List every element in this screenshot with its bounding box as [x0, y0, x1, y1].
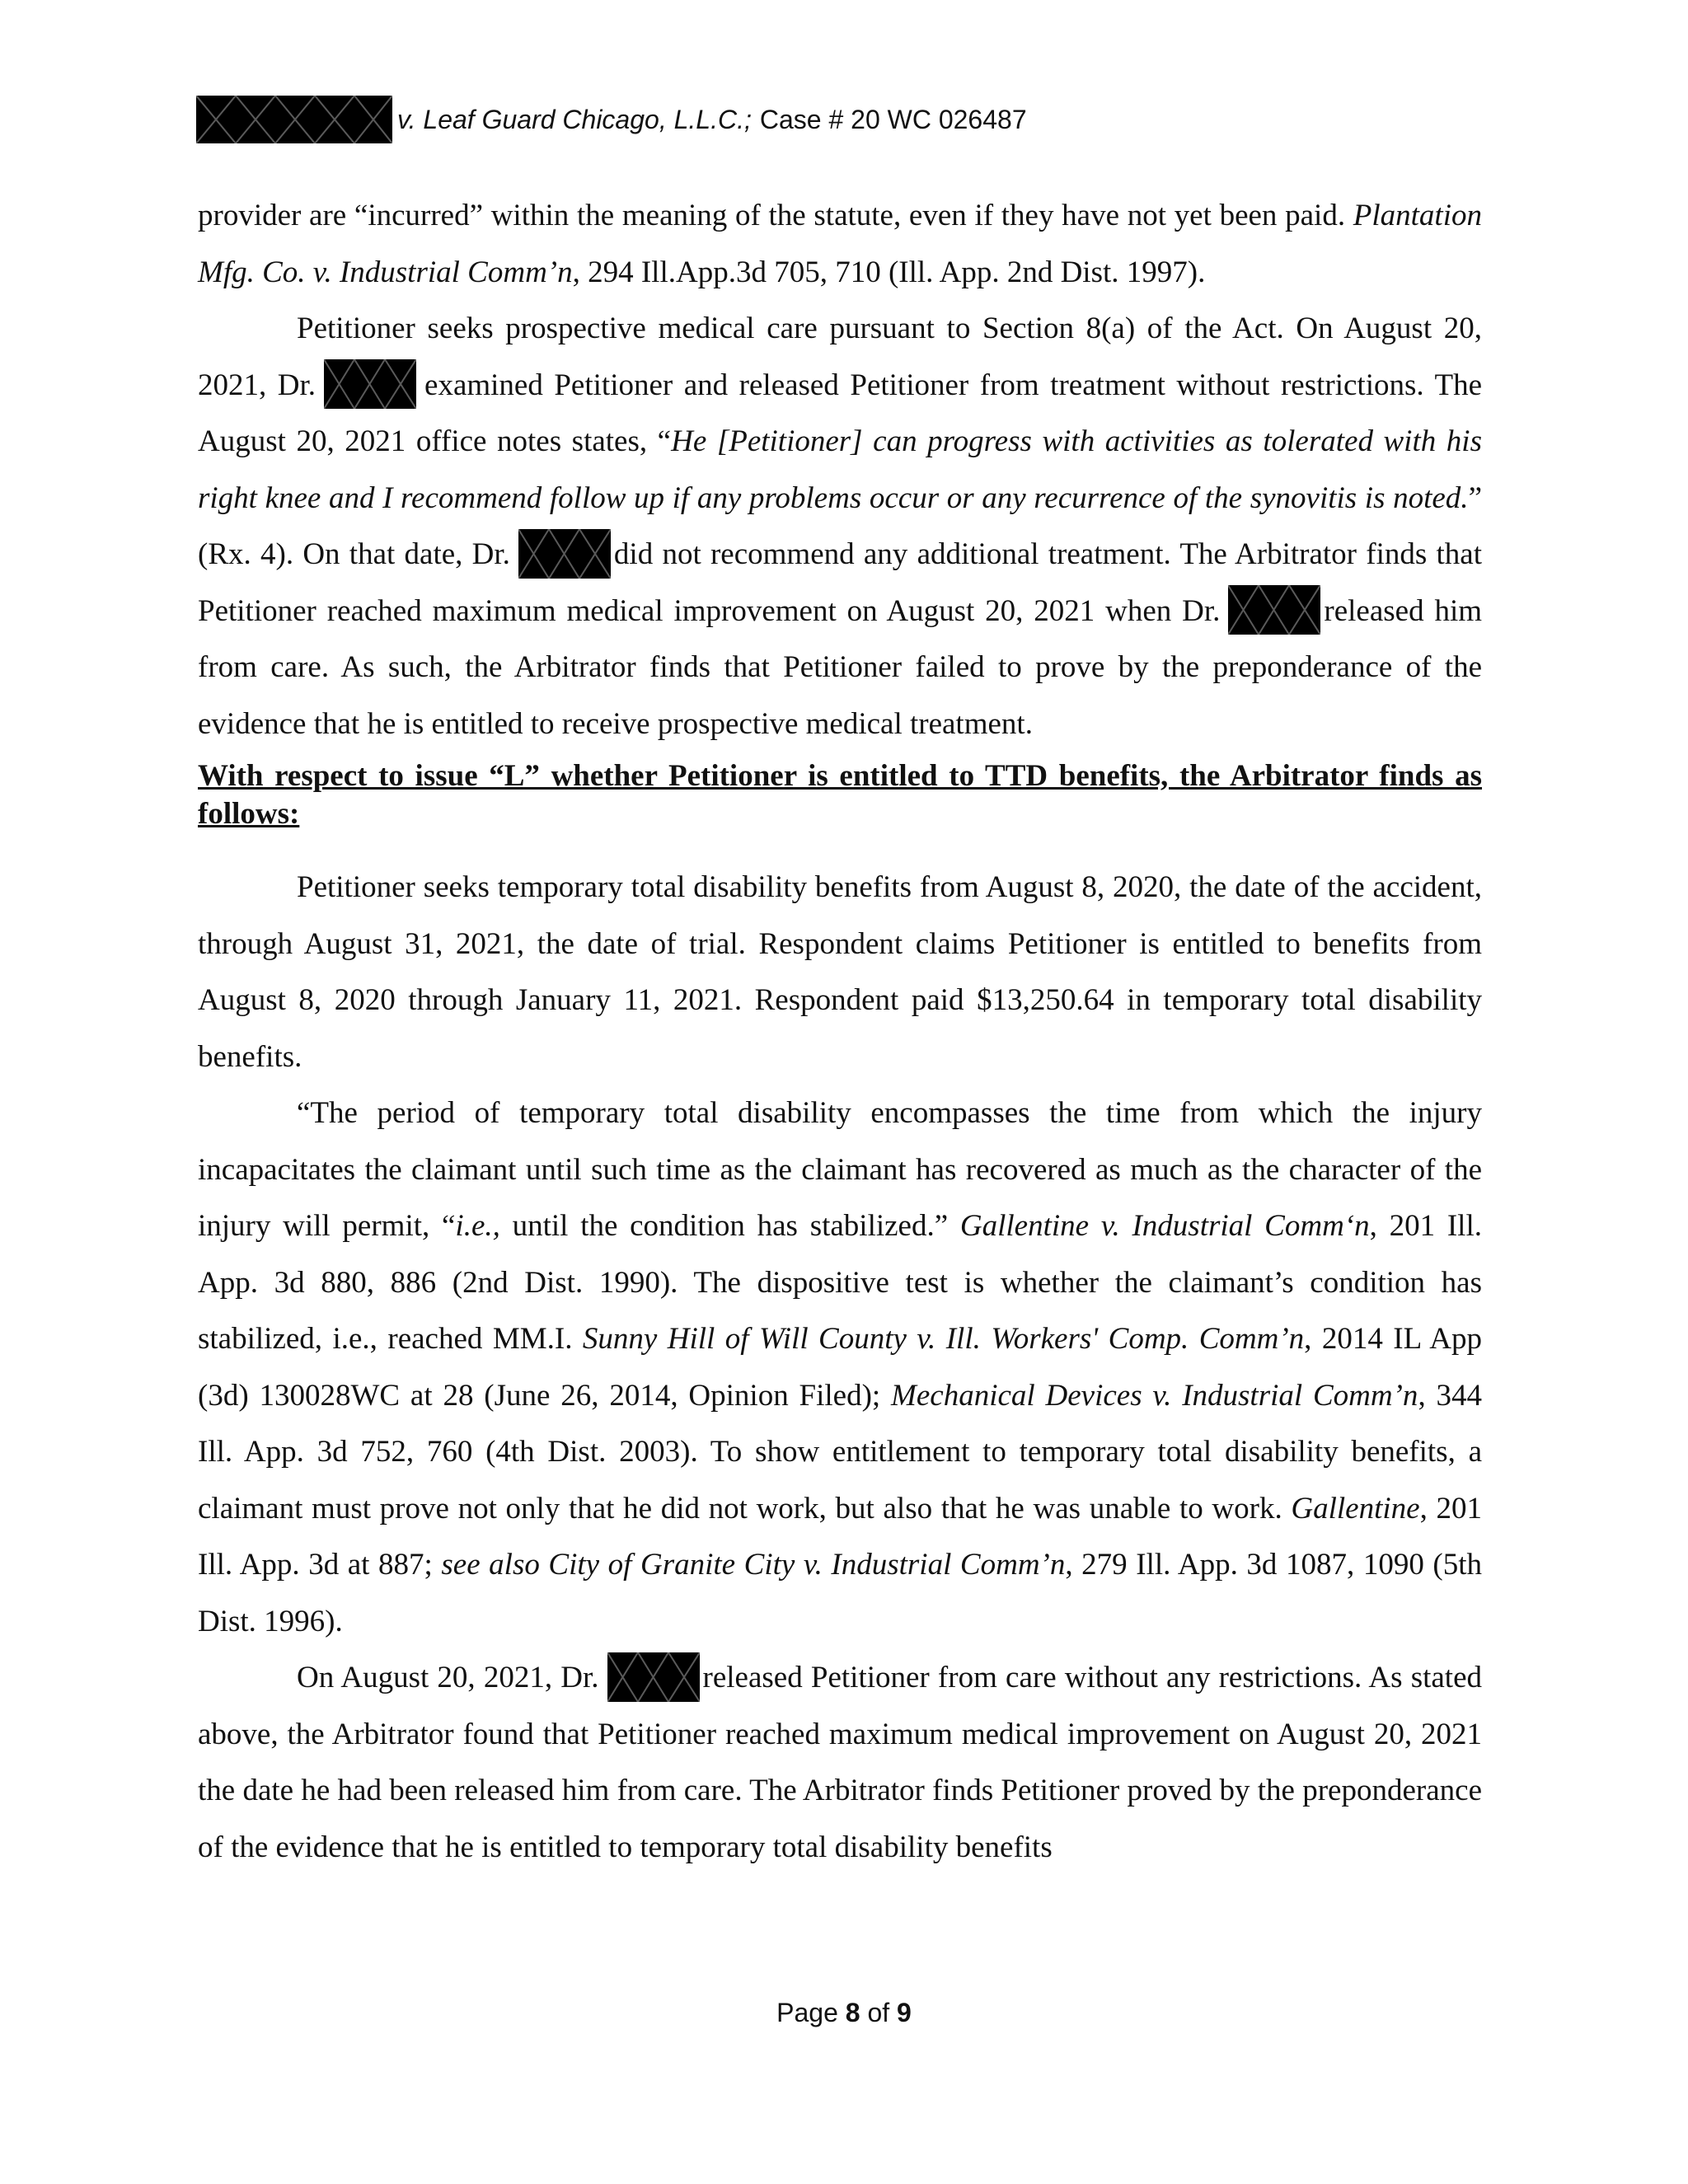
- page-header: [196, 96, 1027, 143]
- case-citation: Gallentine: [1291, 1491, 1420, 1526]
- paragraph-text: , 344 Ill. App. 3d 752, 760 (4th Dist. 2003). To show entitlement to temporary total disability benefits, a claimant must prove not only that he did not work, but also that he was unable to work.: [198, 1378, 1483, 1526]
- paragraph-text: , 201 Ill. App. 3d 880, 886 (2nd Dist. 1990). The dispositive test is whether the claimant’s condition has stabilized, i.e., reached MM.I.: [198, 1209, 1482, 1356]
- case-citation: Plantation Mfg. Co. v. Industrial Comm’n: [198, 199, 1482, 289]
- paragraph-text: , 201 Ill. App. 3d at 887;: [198, 1491, 1482, 1582]
- paragraph-text: On August 20, 2021, Dr.: [297, 1661, 599, 1694]
- quoted-text: He [Petitioner] can progress with activities as tolerated with his right knee and I recommend follow up if any problems occur or any recurrence of the synovitis is noted.: [198, 424, 1482, 515]
- case-number: Case # 20 WC 026487: [759, 104, 1027, 134]
- redaction-block: [324, 359, 416, 409]
- paragraph-text: examined Petitioner and released Petitioner from treatment without restrictions. The August 20, 2021 office notes states, “: [198, 368, 1482, 458]
- page-of-label: of: [867, 1998, 890, 2027]
- case-citation: Sunny Hill of Will County v. Ill. Workers' Comp. Comm’n: [582, 1322, 1305, 1356]
- paragraph: [198, 1650, 1482, 1876]
- paragraph-text: released Petitioner from care without any restrictions. As stated above, the Arbitrator found that Petitioner reached maximum medical improvement on August 20, 2021 the date he had been released him from care. The Arbitrator finds Petitioner proved by the preponderance of the evidence that he is entitled to temporary total disability benefits: [198, 1661, 1482, 1864]
- paragraph-text: provider are “incurred” within the meaning of the statute, even if they have not yet been paid.: [198, 199, 1353, 232]
- paragraph-text: did not recommend any additional treatment. The Arbitrator finds that Petitioner reached maximum medical improvement on August 20, 2021 when Dr.: [198, 537, 1482, 628]
- paragraph-text: ” (Rx. 4). On that date, Dr.: [198, 480, 1482, 571]
- case-party: v. Leaf Guard Chicago, L.L.C.;: [397, 104, 752, 134]
- paragraph-text: until the condition has stabilized.”: [499, 1209, 960, 1243]
- paragraph: [198, 301, 1482, 752]
- paragraph-text: released him from care. As such, the Arbitrator finds that Petitioner failed to prove by the preponderance of the evidence that he is entitled to receive prospective medical treatment.: [198, 593, 1482, 741]
- section-heading: With respect to issue “L” whether Petitioner is entitled to TTD benefits, the Arbitrator finds as follows:: [198, 759, 1482, 831]
- paragraph: Petitioner seeks temporary total disability benefits from August 8, 2020, the date of the accident, through August 31, 2021, the date of trial. Respondent claims Petitioner is entitled to benefits from August 8, 2020 through January 11, 2021. Respondent paid $13,250.64 in temporary total disability benefits.: [198, 870, 1482, 1074]
- document-body: [198, 188, 1482, 1876]
- paragraph-text: , 294 Ill.App.3d 705, 710 (Ill. App. 2nd Dist. 1997).: [572, 255, 1206, 289]
- page-footer: [0, 1998, 1688, 2028]
- page-total: 9: [897, 1998, 912, 2027]
- redaction-block: [1228, 585, 1320, 635]
- paragraph-text: “The period of temporary total disability encompasses the time from which the injury incapacitates the claimant until such time as the claimant has recovered as much as the character of the injury will permit, “: [198, 1096, 1482, 1243]
- page-label: Page: [776, 1998, 838, 2027]
- case-citation: Mechanical Devices v. Industrial Comm’n: [891, 1378, 1418, 1413]
- case-citation: Gallentine v. Industrial Comm‘n: [959, 1209, 1370, 1243]
- paragraph-text: , 2014 IL App (3d) 130028WC at 28 (June 26, 2014, Opinion Filed);: [198, 1322, 1482, 1413]
- paragraph: [198, 1085, 1482, 1650]
- paragraph-text: , 279 Ill. App. 3d 1087, 1090 (5th Dist. 1996).: [198, 1548, 1482, 1638]
- paragraph: [198, 188, 1482, 301]
- page-number: 8: [845, 1998, 860, 2027]
- redaction-block: [196, 96, 392, 143]
- redaction-block: [607, 1652, 700, 1702]
- redaction-block: [518, 529, 611, 579]
- paragraph-text: Petitioner seeks prospective medical care pursuant to Section 8(a) of the Act. On August 20, 2021, Dr.: [198, 312, 1482, 402]
- emphasis-text: i.e.,: [455, 1209, 500, 1243]
- case-citation: see also City of Granite City v. Industrial Comm’n: [441, 1548, 1066, 1582]
